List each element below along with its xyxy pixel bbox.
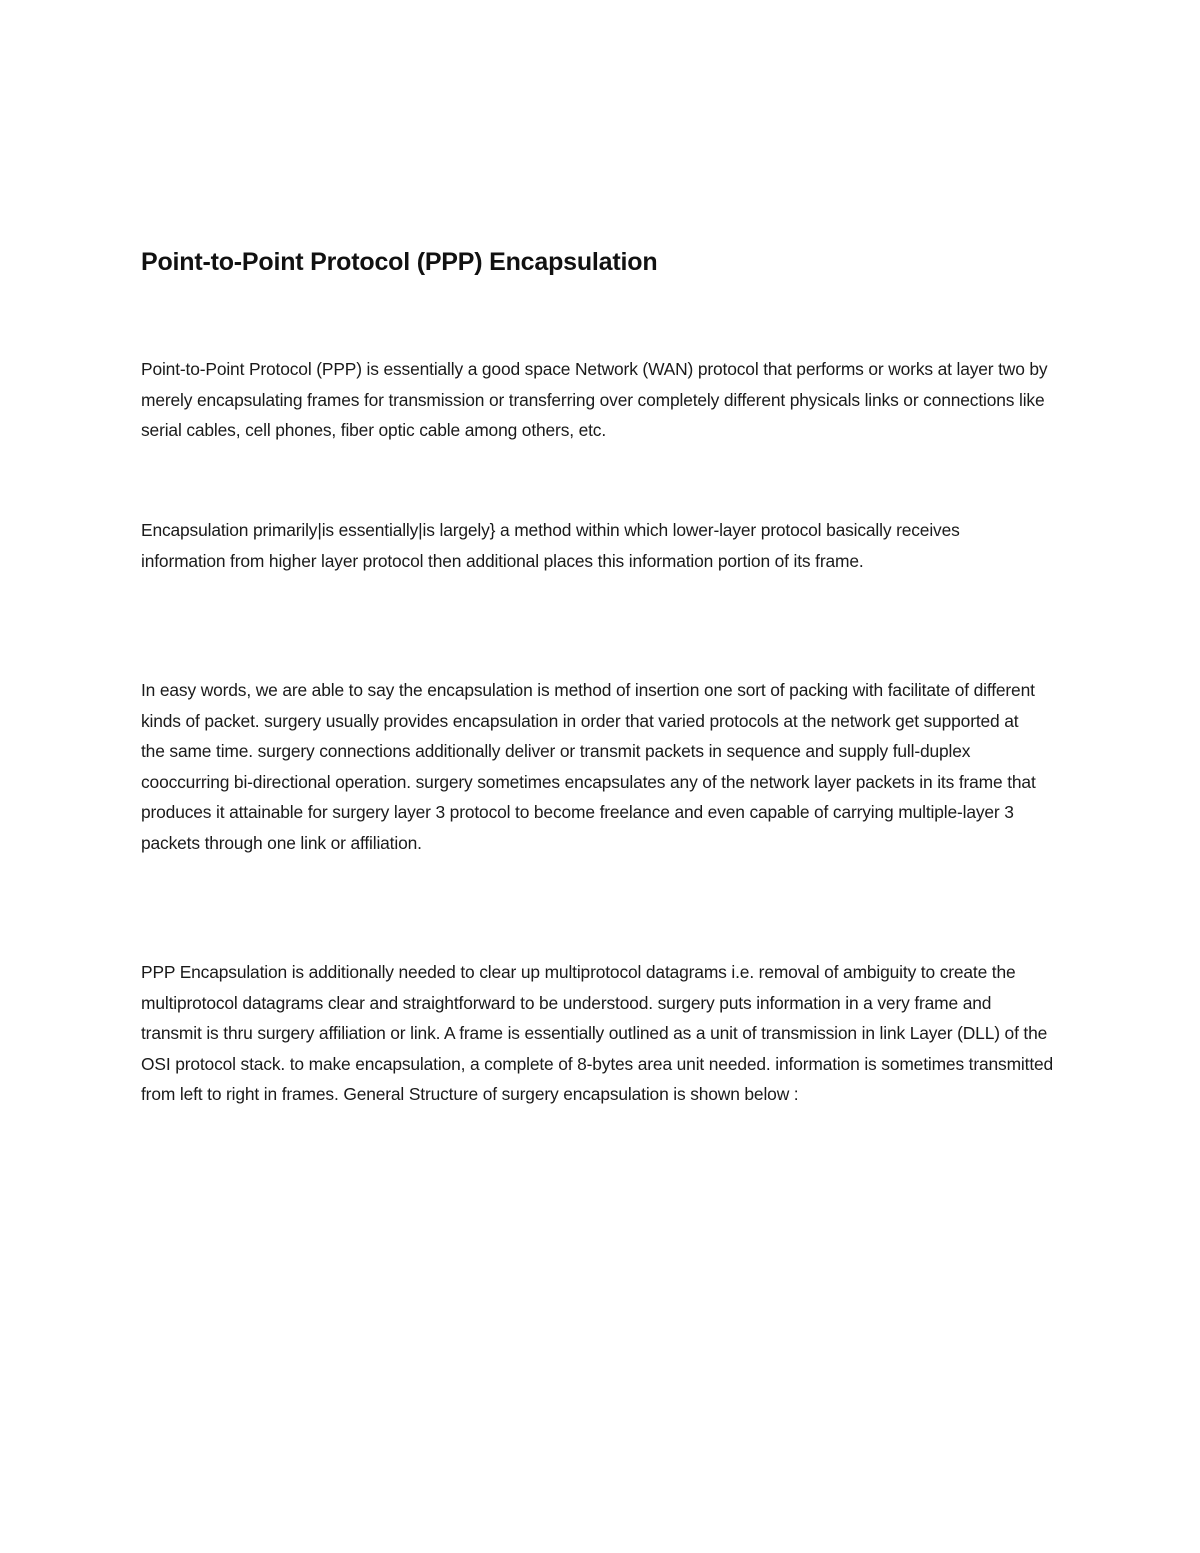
document-title: Point-to-Point Protocol (PPP) Encapsulation — [141, 248, 658, 276]
paragraph-encapsulation-definition: Encapsulation primarily|is essentially|is largely} a method within which lower-layer protocol basically receives information from higher layer protocol then additional places this information portion of its frame. — [141, 520, 960, 571]
paragraph-ppp-encapsulation-structure: PPP Encapsulation is additionally needed to clear up multiprotocol datagrams i.e. removal of ambiguity to create the multiprotocol datagrams clear and straightforward to be understood. surgery puts information in a very frame and transmit is thru surgery affiliation or link. A frame is essentially outlined as a unit of transmission in link Layer (DLL) of the OSI protocol stack. to make encapsulation, a complete of 8-bytes area unit needed. information is sometimes transmitted from left to right in frames. General Structure of surgery encapsulation is shown below : — [141, 962, 1054, 1105]
paragraph-easy-words: In easy words, we are able to say the encapsulation is method of insertion one sort of packing with facilitate of different kinds of packet. surgery usually provides encapsulation in order that varied protocols at the network get supported at the same time. surgery connections additionally deliver or transmit packets in sequence and supply full-duplex cooccurring bi-directional operation. surgery sometimes encapsulates any of the network layer packets in its frame that produces it attainable for surgery layer 3 protocol to become freelance and even capable of carrying multiple-layer 3 packets through one link or affiliation. — [141, 680, 1036, 853]
document-content — [141, 244, 1061, 1105]
paragraph-ppp-definition: Point-to-Point Protocol (PPP) is essentially a good space Network (WAN) protocol that performs or works at layer two by merely encapsulating frames for transmission or transferring over completely different physicals links or connections like serial cables, cell phones, fiber optic cable among others, etc. — [141, 359, 1048, 441]
